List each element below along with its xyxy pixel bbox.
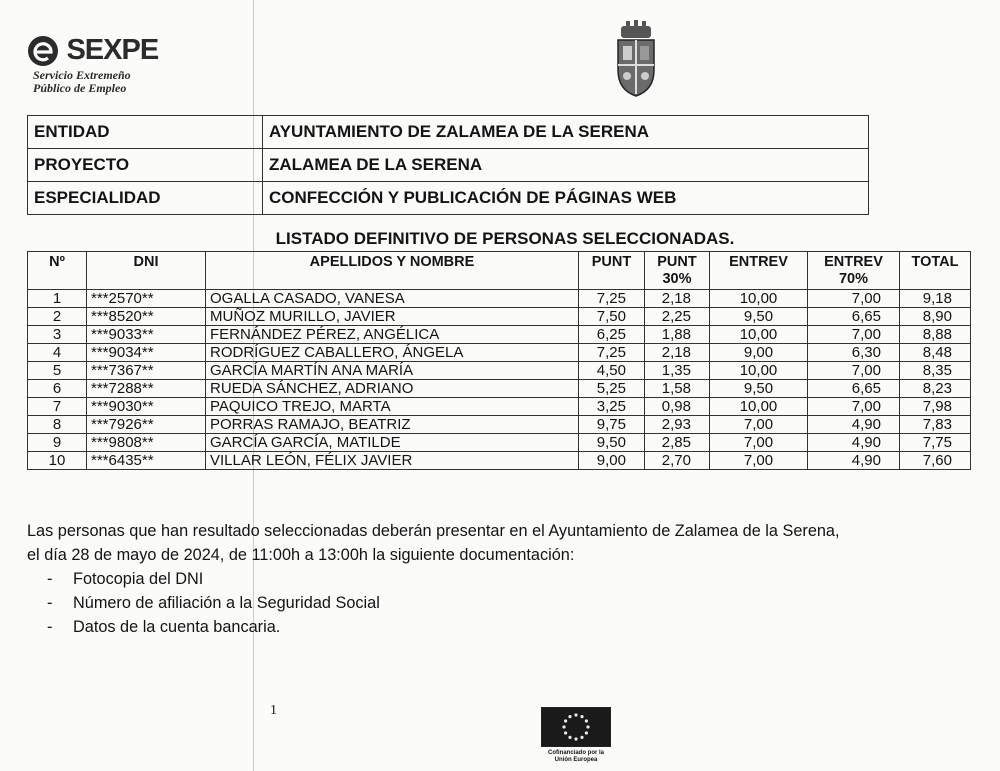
cell-punt: 4,50 [579,362,645,380]
cell-punt-30: 2,25 [645,308,710,326]
sexpe-logo [27,34,158,95]
table-row [28,452,971,470]
col-header-dni: DNI [87,252,206,290]
cell-dni: ***2570** [87,290,206,308]
table-row [28,398,971,416]
cell-entrev: 7,00 [710,452,808,470]
info-value: CONFECCIÓN Y PUBLICACIÓN DE PÁGINAS WEB [263,182,869,215]
cell-total: 8,35 [900,362,971,380]
project-info-table [27,115,869,215]
cell-punt-30: 2,70 [645,452,710,470]
cell-dni: ***9030** [87,398,206,416]
cell-punt-30: 1,88 [645,326,710,344]
notice-line-2: el día 28 de mayo de 2024, de 11:00h a 13:00h la siguiente documentación: [27,546,575,564]
cell-entrev: 9,00 [710,344,808,362]
cell-punt-30: 2,93 [645,416,710,434]
cell-entrev: 10,00 [710,326,808,344]
cell-punt-30: 0,98 [645,398,710,416]
eu-cofinance-text: Cofinanciado por la Unión Europea [547,750,604,763]
cell-name: GARCÍA MARTÍN ANA MARÍA [206,362,579,380]
cell-punt-30: 2,18 [645,344,710,362]
logo-subtitle-line-1: Servicio Extremeño [33,68,131,82]
cell-number: 1 [28,290,87,308]
cell-dni: ***7367** [87,362,206,380]
cell-number: 8 [28,416,87,434]
eu-stars-icon [561,712,591,742]
table-row [28,380,971,398]
cell-number: 10 [28,452,87,470]
cell-total: 7,75 [900,434,971,452]
col-header-punt: PUNT [579,252,645,290]
cell-punt-30: 1,35 [645,362,710,380]
cell-punt: 3,25 [579,398,645,416]
cell-number: 2 [28,308,87,326]
cell-name: OGALLA CASADO, VANESA [206,290,579,308]
cell-entrev-70: 7,00 [808,290,900,308]
col-header-name: APELLIDOS Y NOMBRE [206,252,579,290]
table-row [28,326,971,344]
cell-punt-30: 1,58 [645,380,710,398]
cell-name: PAQUICO TREJO, MARTA [206,398,579,416]
list-item: - Número de afiliación a la Seguridad Social [47,591,977,615]
info-key: ENTIDAD [28,116,263,149]
cell-entrev-70: 6,30 [808,344,900,362]
cell-number: 5 [28,362,87,380]
cell-entrev: 7,00 [710,416,808,434]
cell-number: 3 [28,326,87,344]
sexpe-e-icon [27,35,59,67]
list-item: - Fotocopia del DNI [47,567,977,591]
cell-entrev: 7,00 [710,434,808,452]
cell-name: FERNÁNDEZ PÉREZ, ANGÉLICA [206,326,579,344]
cell-dni: ***9808** [87,434,206,452]
page-number: 1 [270,703,277,718]
cell-punt: 7,50 [579,308,645,326]
cell-entrev-70: 7,00 [808,398,900,416]
cell-punt: 9,00 [579,452,645,470]
cell-punt-30: 2,18 [645,290,710,308]
cell-total: 8,90 [900,308,971,326]
cell-entrev-70: 4,90 [808,416,900,434]
cell-name: GARCÍA GARCÍA, MATILDE [206,434,579,452]
cell-punt-30: 2,85 [645,434,710,452]
cell-dni: ***9033** [87,326,206,344]
cell-dni: ***9034** [87,344,206,362]
cell-entrev-70: 7,00 [808,362,900,380]
cell-name: MUÑOZ MURILLO, JAVIER [206,308,579,326]
table-row [28,344,971,362]
info-value: ZALAMEA DE LA SERENA [263,149,869,182]
cell-total: 8,48 [900,344,971,362]
col-header-punt-30: PUNT 30% [645,252,710,290]
cell-entrev: 9,50 [710,380,808,398]
cell-entrev-70: 7,00 [808,326,900,344]
cell-total: 8,88 [900,326,971,344]
col-header-entrev: ENTREV [710,252,808,290]
cell-entrev-70: 6,65 [808,308,900,326]
cell-dni: ***7288** [87,380,206,398]
cell-name: PORRAS RAMAJO, BEATRIZ [206,416,579,434]
cell-number: 7 [28,398,87,416]
table-row [28,416,971,434]
logo-word: SEXPE [66,34,159,66]
document-list [27,567,977,639]
table-row [28,308,971,326]
cell-entrev: 9,50 [710,308,808,326]
logo-subtitle-line-2: Público de Empleo [33,81,127,95]
info-row-proyecto [28,149,869,182]
cell-punt: 7,25 [579,344,645,362]
coat-of-arms-icon [612,20,660,98]
col-header-total: TOTAL [900,252,971,290]
notice-line-1: Las personas que han resultado seleccionadas deberán presentar en el Ayuntamiento de Zalamea de la Serena, [27,522,840,540]
cell-number: 4 [28,344,87,362]
cell-entrev: 10,00 [710,362,808,380]
cell-entrev-70: 4,90 [808,434,900,452]
cell-number: 6 [28,380,87,398]
cell-entrev-70: 4,90 [808,452,900,470]
list-item: - Datos de la cuenta bancaria. [47,615,977,639]
info-row-entidad [28,116,869,149]
table-row [28,290,971,308]
info-key: ESPECIALIDAD [28,182,263,215]
logo-subtitle [33,69,158,95]
cell-punt: 7,25 [579,290,645,308]
cell-punt: 9,50 [579,434,645,452]
cell-total: 7,83 [900,416,971,434]
cell-entrev-70: 6,65 [808,380,900,398]
list-title: LISTADO DEFINITIVO DE PERSONAS SELECCIONADAS. [275,229,735,248]
selected-persons-table [27,251,971,470]
info-row-especialidad [28,182,869,215]
cell-punt: 9,75 [579,416,645,434]
cell-entrev: 10,00 [710,290,808,308]
col-header-entrev-70: ENTREV 70% [808,252,900,290]
info-key: PROYECTO [28,149,263,182]
notice-paragraph [27,519,977,639]
cell-total: 7,98 [900,398,971,416]
cell-dni: ***6435** [87,452,206,470]
cell-punt: 5,25 [579,380,645,398]
cell-entrev: 10,00 [710,398,808,416]
table-row [28,362,971,380]
cell-dni: ***8520** [87,308,206,326]
cell-name: RUEDA SÁNCHEZ, ADRIANO [206,380,579,398]
cell-total: 7,60 [900,452,971,470]
cell-total: 9,18 [900,290,971,308]
cell-name: RODRÍGUEZ CABALLERO, ÁNGELA [206,344,579,362]
cell-total: 8,23 [900,380,971,398]
cell-dni: ***7926** [87,416,206,434]
table-row [28,434,971,452]
eu-cofinance-logo [541,707,611,764]
eu-flag-icon [541,707,611,747]
cell-number: 9 [28,434,87,452]
col-header-number: Nº [28,252,87,290]
cell-name: VILLAR LEÓN, FÉLIX JAVIER [206,452,579,470]
table-header-row [28,252,971,290]
cell-punt: 6,25 [579,326,645,344]
info-value: AYUNTAMIENTO DE ZALAMEA DE LA SERENA [263,116,869,149]
